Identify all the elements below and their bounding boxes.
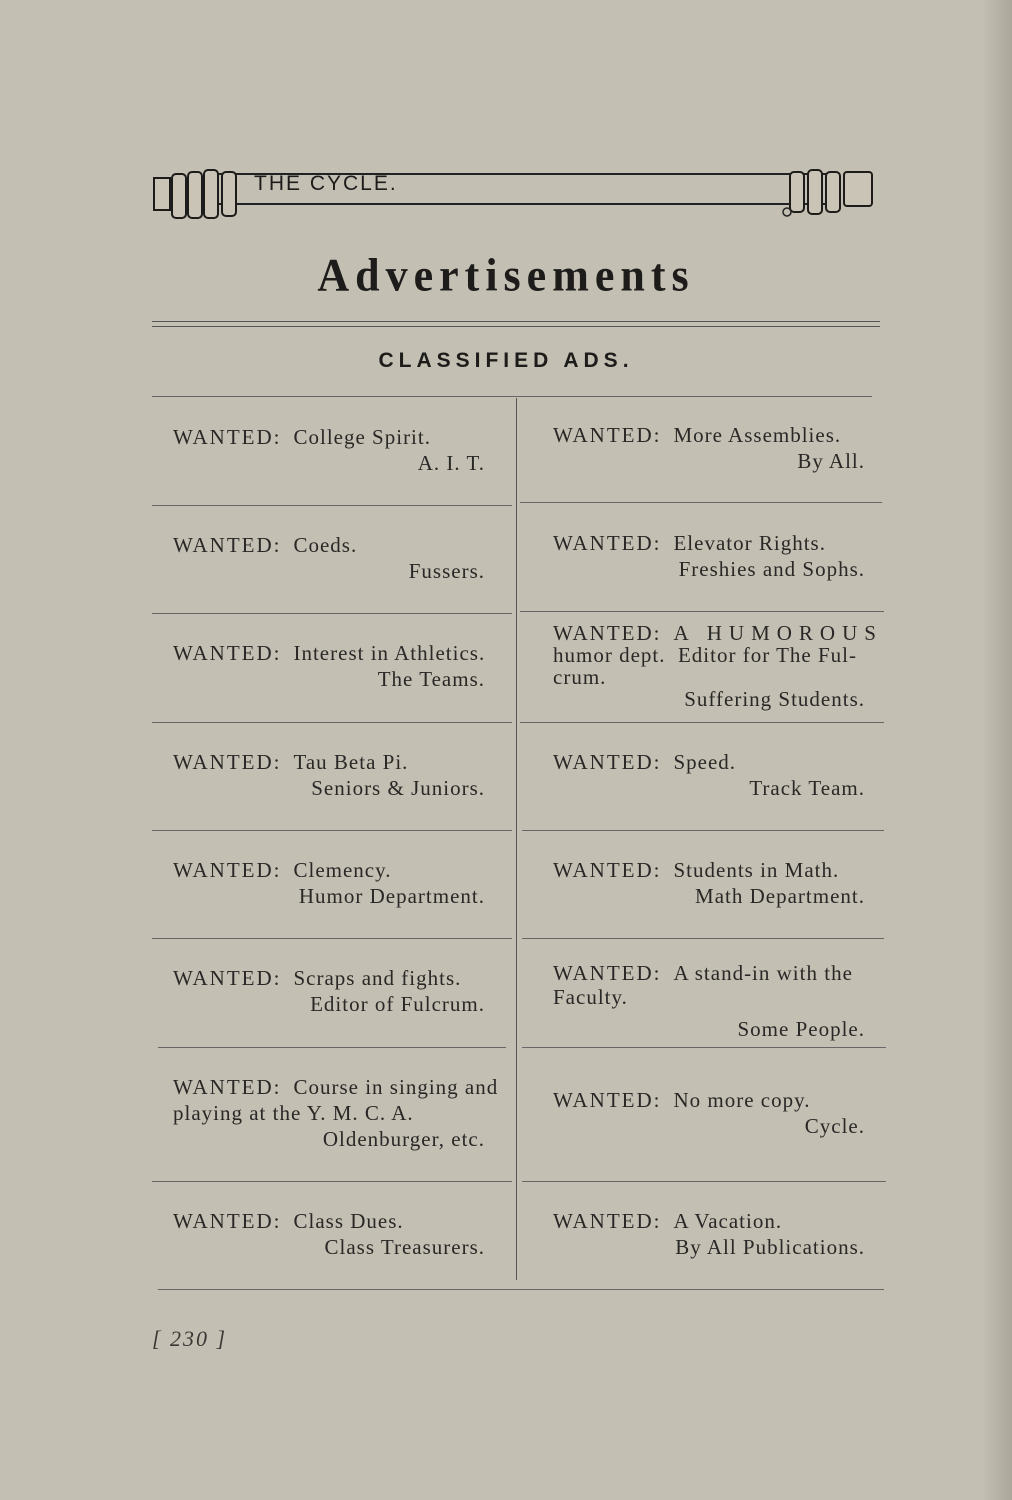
row-rule <box>152 505 512 506</box>
ad-signature: Oldenburger, etc. <box>322 1127 485 1151</box>
running-head: THE CYCLE. <box>254 172 398 195</box>
ad-label: WANTED: <box>553 531 662 555</box>
ad-signature: Some People. <box>737 1017 865 1041</box>
ad-text: crum. <box>553 665 607 689</box>
ad-text: Class Dues. <box>293 1209 404 1233</box>
page-title: Advertisements <box>317 249 695 302</box>
ad-label: WANTED: <box>553 423 662 447</box>
column-divider <box>516 398 517 1280</box>
classified-ad <box>553 1208 865 1260</box>
classified-ad <box>553 530 865 582</box>
page-edge-shadow <box>982 0 1012 1500</box>
ad-text: A HUMOROUS <box>673 621 883 645</box>
classified-ad <box>173 857 485 909</box>
ad-text: A Vacation. <box>673 1209 783 1233</box>
ad-label: WANTED: <box>553 1209 662 1233</box>
row-rule <box>152 1181 512 1182</box>
top-rule <box>152 396 872 397</box>
classified-ad <box>173 965 485 1017</box>
ad-signature: Freshies and Sophs. <box>678 557 865 581</box>
ad-text: No more copy. <box>673 1088 811 1112</box>
classified-ad <box>173 424 485 476</box>
ad-label: WANTED: <box>173 425 282 449</box>
row-rule <box>522 830 884 831</box>
classified-ad <box>173 532 485 584</box>
row-rule <box>152 613 512 614</box>
ad-text: humor dept. Editor for The Ful- <box>553 643 857 667</box>
ad-label: WANTED: <box>173 1209 282 1233</box>
classified-ad <box>173 749 485 801</box>
ad-label: WANTED: <box>553 858 662 882</box>
ad-text: Coeds. <box>293 533 358 557</box>
ad-label: WANTED: <box>553 750 662 774</box>
row-rule <box>522 1047 886 1048</box>
bottom-rule <box>158 1289 884 1290</box>
classified-ad <box>553 422 865 474</box>
ad-label: WANTED: <box>173 966 282 990</box>
ad-label: WANTED: <box>173 858 282 882</box>
ad-text: Faculty. <box>553 985 628 1009</box>
row-rule <box>520 722 884 723</box>
ad-signature: By All Publications. <box>675 1235 865 1259</box>
row-rule <box>520 502 882 503</box>
ad-text: A stand-in with the <box>673 961 853 985</box>
ad-signature: Cycle. <box>804 1114 865 1138</box>
ad-signature: A. I. T. <box>417 451 485 475</box>
ad-text: Tau Beta Pi. <box>293 750 409 774</box>
row-rule <box>158 1047 506 1048</box>
title-double-rule <box>152 321 880 327</box>
row-rule <box>152 830 512 831</box>
page-number: [ 230 ] <box>152 1326 228 1351</box>
ad-signature: Class Treasurers. <box>324 1235 485 1259</box>
classified-ad <box>553 749 865 801</box>
ad-text: Elevator Rights. <box>673 531 826 555</box>
ad-label: WANTED: <box>553 961 662 985</box>
ad-text: More Assemblies. <box>673 423 842 447</box>
ad-signature: Suffering Students. <box>684 687 865 711</box>
ad-text: Interest in Athletics. <box>293 641 486 665</box>
classified-ad <box>553 857 865 909</box>
ad-signature: Fussers. <box>408 559 485 583</box>
ad-label: WANTED: <box>173 641 282 665</box>
ad-text: Scraps and fights. <box>293 966 462 990</box>
row-rule <box>152 722 512 723</box>
classified-ad <box>173 1074 505 1152</box>
ad-text: Clemency. <box>293 858 392 882</box>
row-rule <box>520 611 884 612</box>
ad-label: WANTED: <box>173 750 282 774</box>
section-heading: CLASSIFIED ADS. <box>378 349 634 372</box>
ad-signature: Track Team. <box>749 776 865 800</box>
ad-signature: The Teams. <box>377 667 485 691</box>
row-rule <box>522 1181 886 1182</box>
ad-label: WANTED: <box>553 621 662 645</box>
ad-label: WANTED: <box>173 1075 282 1099</box>
classified-ad <box>553 1087 865 1139</box>
row-rule <box>152 938 512 939</box>
ad-signature: Seniors & Juniors. <box>311 776 485 800</box>
ad-text: playing at the Y. M. C. A. <box>173 1101 414 1125</box>
row-rule <box>522 938 884 939</box>
classified-ad <box>173 640 485 692</box>
ad-signature: Math Department. <box>695 884 865 908</box>
ad-text: Course in singing and <box>293 1075 499 1099</box>
classified-ad <box>173 1208 485 1260</box>
ad-label: WANTED: <box>173 533 282 557</box>
ad-text: Students in Math. <box>673 858 840 882</box>
ad-label: WANTED: <box>553 1088 662 1112</box>
ad-signature: Humor Department. <box>298 884 485 908</box>
classified-ad <box>553 961 885 1041</box>
ad-signature: By All. <box>797 449 865 473</box>
ad-text: College Spirit. <box>293 425 431 449</box>
classified-ad <box>553 622 885 710</box>
ad-signature: Editor of Fulcrum. <box>310 992 485 1016</box>
ad-text: Speed. <box>673 750 737 774</box>
